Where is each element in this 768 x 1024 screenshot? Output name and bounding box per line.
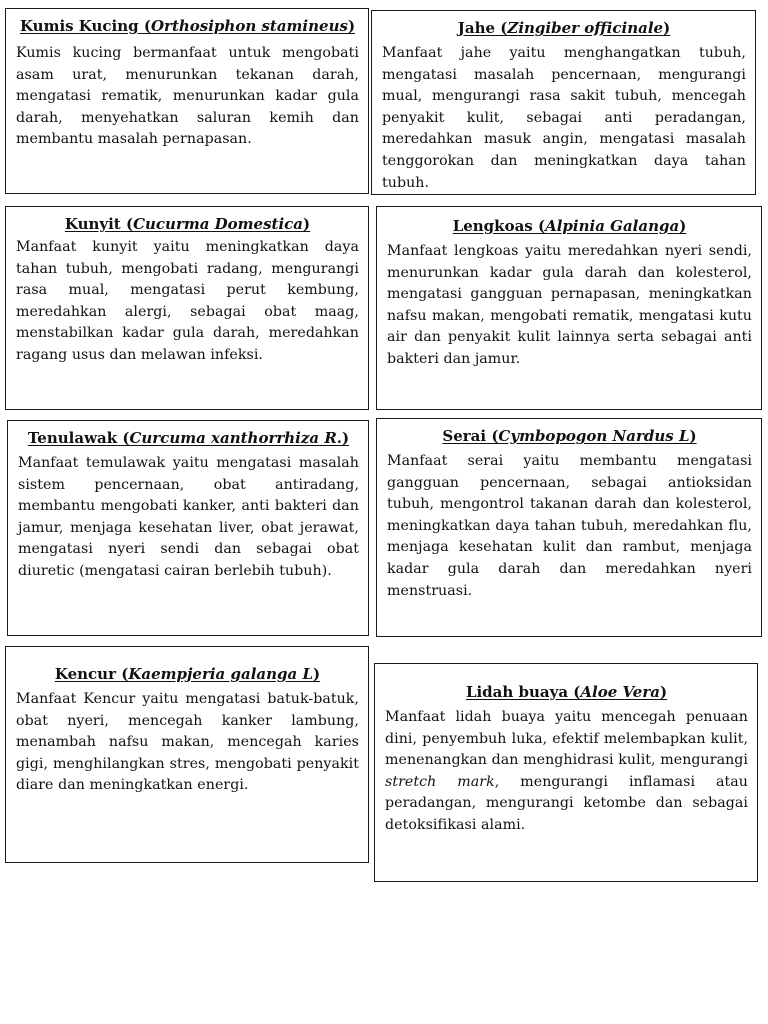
- card-jahe: [371, 10, 756, 195]
- card-serai: [376, 418, 762, 637]
- plant-name: Jahe: [457, 19, 496, 37]
- plant-name: Kencur: [54, 665, 116, 683]
- scientific-name: Cymbopogon Nardus L: [498, 427, 690, 445]
- card-title: Jahe (Zingiber officinale): [457, 19, 671, 37]
- card-description: Manfaat jahe yaitu menghangatkan tubuh, mengatasi masalah pencernaan, mengurangi mual, mengurangi rasa sakit tubuh, mencegah penyakit kulit, sebagai anti peradangan, meredahkan masuk angin, mengatasi masalah tenggorokan dan meningkatkan daya tahan tubuh.: [382, 45, 746, 191]
- plant-name: Kunyit: [64, 215, 121, 233]
- scientific-name: Aloe Vera: [580, 683, 660, 701]
- card-description: Manfaat lengkoas yaitu meredahkan nyeri sendi, menurunkan kadar gula darah dan kolesterol, mengatasi gangguan pernapasan, meningkatkan nafsu makan, mengobati rematik, mengatasi kutu air dan penyakit kulit lainnya serta sebagai anti bakteri dan jamur.: [387, 243, 752, 367]
- card-description: Manfaat kunyit yaitu meningkatkan daya tahan tubuh, mengobati radang, mengurangi rasa mual, mengatasi perut kembung, meredahkan alergi, sebagai obat maag, menstabilkan kadar gula darah, meredahkan ragang usus dan melawan infeksi.: [16, 239, 359, 363]
- scientific-name: Curcuma xanthorrhiza R.: [129, 429, 343, 447]
- description-part: Manfaat lidah buaya yaitu mencegah penuaan dini, penyembuh luka, efektif melembapkan kulit, menenangkan dan menghidrasi kulit, mengurangi: [385, 709, 748, 769]
- plant-name: Tenulawak: [27, 429, 118, 447]
- scientific-name: Cucurma Domestica: [133, 215, 304, 233]
- card-description: Manfaat temulawak yaitu mengatasi masalah sistem pencernaan, obat antiradang, membantu mengobati kanker, anti bakteri dan jamur, menjaga kesehatan liver, obat jerawat, mengatasi nyeri sendi dan sebagai obat diuretic (mengatasi cairan berlebih tubuh).: [18, 455, 359, 579]
- scientific-name: Kaempjeria galanga L: [128, 665, 313, 683]
- card-kumis-kucing: [5, 8, 369, 194]
- card-kencur: [5, 646, 369, 863]
- plant-name: Lidah buaya: [465, 683, 569, 701]
- card-title: Lengkoas (Alpinia Galanga): [452, 217, 687, 235]
- card-description: Manfaat Kencur yaitu mengatasi batuk-batuk, obat nyeri, mencegah kanker lambung, menambah nafsu makan, mencegah karies gigi, menghilangkan stres, mengobati penyakit diare dan meningkatkan energi.: [16, 691, 359, 794]
- card-description: [385, 707, 748, 837]
- card-lengkoas: [376, 206, 762, 410]
- card-title: Kencur (Kaempjeria galanga L): [54, 665, 321, 683]
- card-title: Kunyit (Cucurma Domestica): [64, 215, 311, 233]
- card-kunyit: [5, 206, 369, 410]
- plant-name: Lengkoas: [452, 217, 533, 235]
- card-title: Tenulawak (Curcuma xanthorrhiza R.): [27, 429, 350, 447]
- card-title: Serai (Cymbopogon Nardus L): [442, 427, 697, 445]
- card-title: Lidah buaya (Aloe Vera): [465, 683, 668, 701]
- scientific-name: Zingiber officinale: [507, 19, 664, 37]
- plant-name: Kumis Kucing: [19, 17, 139, 35]
- card-tenulawak: [7, 420, 369, 636]
- plant-name: Serai: [442, 427, 487, 445]
- scientific-name: Orthosiphon stamineus: [150, 17, 348, 35]
- description-part: , mengurangi inflamasi atau peradangan, mengurangi ketombe dan sebagai detoksifikasi alami.: [385, 773, 748, 833]
- description-italic: stretch mark: [385, 773, 495, 790]
- card-title: Kumis Kucing (Orthosiphon stamineus): [19, 17, 356, 35]
- card-description: Manfaat serai yaitu membantu mengatasi gangguan pencernaan, sebagai antioksidan tubuh, mengontrol takanan darah dan kolesterol, meningkatkan daya tahan tubuh, meredahkan flu, menjaga kesehatan kulit dan rambut, menjaga kadar gula darah dan meredahkan nyeri menstruasi.: [387, 453, 752, 599]
- card-lidah-buaya: [374, 663, 758, 882]
- card-description: Kumis kucing bermanfaat untuk mengobati asam urat, menurunkan tekanan darah, mengatasi rematik, menurunkan kadar gula darah, menyehatkan saluran kemih dan membantu masalah pernapasan.: [16, 45, 359, 148]
- scientific-name: Alpinia Galanga: [545, 217, 680, 235]
